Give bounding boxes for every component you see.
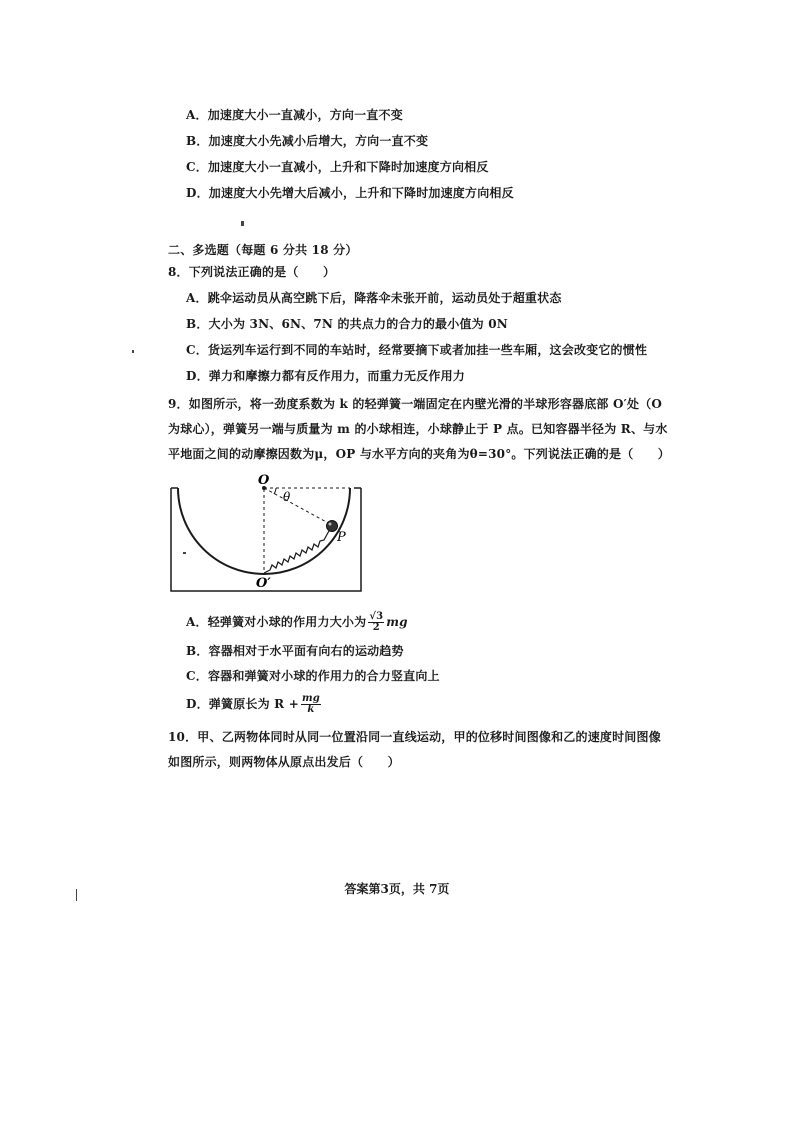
q9-option-a — [186, 612, 408, 633]
q7-option-a: A．加速度大小一直减小，方向一直不变 — [186, 108, 403, 122]
q9-option-b: B．容器相对于水平面有向右的运动趋势 — [186, 644, 404, 658]
label-o-prime: O′ — [256, 576, 271, 591]
theta-arc — [274, 488, 276, 494]
ball — [327, 521, 338, 532]
q8-option-d: D．弹力和摩擦力都有反作用力，而重力无反作用力 — [186, 369, 466, 383]
label-p: P — [337, 530, 346, 545]
scan-speck-3 — [132, 350, 134, 353]
scan-speck — [241, 221, 244, 226]
q8-option-b: B．大小为 3N、6N、7N 的共点力的合力的最小值为 0N — [186, 317, 508, 331]
fraction-numerator: mg — [302, 693, 320, 704]
section-title: 二、多选题（每题 6 分共 18 分） — [168, 243, 358, 257]
q8-option-c: C．货运列车运行到不同的车站时，经常要摘下或者加挂一些车厢，这会改变它的惯性 — [186, 343, 648, 357]
hemisphere-spring-diagram — [170, 473, 362, 592]
scan-speck-2 — [183, 552, 186, 554]
label-o: O — [258, 473, 270, 488]
q9-option-c: C．容器和弹簧对小球的作用力的合力竖直向上 — [186, 669, 440, 683]
q10-stem-line1: 10．甲、乙两物体同时从同一位置沿同一直线运动，甲的位移时间图像和乙的速度时间图像 — [168, 730, 661, 744]
q9-option-d-fraction — [301, 694, 321, 715]
q9-stem-line1: 9．如图所示，将一劲度系数为 k 的轻弹簧一端固定在内壁光滑的半球形容器底部 O′处（O — [168, 397, 663, 411]
q9-option-d-text: D．弹簧原长为 R + — [186, 697, 299, 711]
q10-stem-line2: 如图所示，则两物体从原点出发后（ ） — [168, 755, 400, 769]
q8-stem: 8．下列说法正确的是（ ） — [168, 265, 336, 279]
q7-option-b: B．加速度大小先减小后增大，方向一直不变 — [186, 134, 429, 148]
fraction-numerator: √3 — [369, 611, 384, 622]
label-theta: θ — [283, 490, 291, 504]
ball-highlight — [329, 523, 332, 526]
q9-option-d — [186, 694, 323, 715]
q7-option-c: C．加速度大小一直减小，上升和下降时加速度方向相反 — [186, 160, 489, 174]
q8-option-a: A．跳伞运动员从高空跳下后，降落伞未张开前，运动员处于超重状态 — [186, 291, 562, 305]
q9-stem-line2: 为球心），弹簧另一端与质量为 m 的小球相连，小球静止于 P 点。已知容器半径为 R、与水 — [168, 422, 668, 436]
q7-option-d: D．加速度大小先增大后减小，上升和下降时加速度方向相反 — [186, 186, 514, 200]
q9-option-a-mg: mg — [386, 615, 408, 629]
q9-stem-line3: 平地面之间的动摩擦因数为μ，OP 与水平方向的夹角为θ=30°。下列说法正确的是（ ） — [168, 447, 670, 461]
q9-option-a-text: A．轻弹簧对小球的作用力大小为 — [186, 615, 367, 629]
fraction-denominator: 2 — [372, 622, 380, 633]
page-footer: 答案第3页，共 7页 — [344, 882, 450, 896]
fraction-denominator: k — [307, 704, 315, 715]
scan-edge-mark — [76, 889, 77, 901]
q9-option-a-fraction — [368, 612, 384, 633]
